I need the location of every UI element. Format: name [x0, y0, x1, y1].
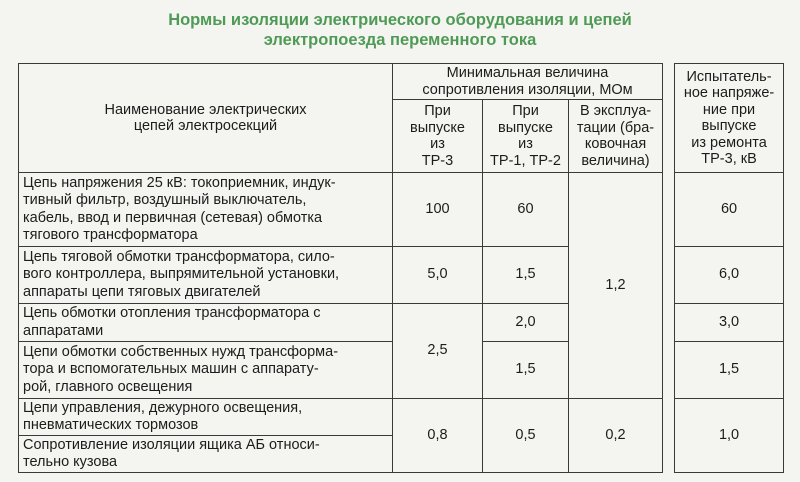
- header-test-voltage: [675, 64, 784, 173]
- row-text-line: Цепи обмотки собственных нужд трансформа-: [23, 343, 339, 360]
- header-tr3-line: При: [424, 103, 451, 119]
- header-tr12-line: выпуске: [498, 119, 553, 136]
- table-row-name: [19, 173, 393, 247]
- header-test-voltage-line: ТР-3, кВ: [701, 151, 757, 167]
- header-min-resistance-line-2: сопротивления изоляции, МОм: [422, 81, 633, 98]
- operation-value: 1,2: [569, 173, 663, 399]
- row-text-line: тивный фильтр, воздушный выключатель,: [23, 192, 307, 208]
- row-text-line: Сопротивление изоляции ящика АБ относи-: [23, 436, 320, 453]
- header-operation-line: ковочная: [584, 136, 647, 152]
- tr3-value: 2,5: [393, 304, 483, 399]
- row-text-line: тора и вспомогательных машин с аппарату-: [23, 361, 319, 378]
- tr12-value: 1,5: [483, 247, 569, 304]
- row-text-line: аппаратами: [23, 322, 104, 339]
- row-text-line: Цепь напряжения 25 кВ: токоприемник, индук-: [23, 174, 336, 191]
- header-circuit-name-line-1: Наименование электрических: [104, 101, 307, 118]
- header-tr3-line: ТР-3: [421, 152, 454, 169]
- insulation-norms-table: [18, 63, 784, 473]
- header-operation-line: тации (бра-: [576, 119, 655, 136]
- table-row-name: [19, 399, 393, 436]
- header-test-voltage-line: выпуске: [701, 118, 757, 134]
- tr3-value: 5,0: [393, 247, 483, 304]
- header-operation-line: В эксплуа-: [579, 103, 652, 119]
- header-min-resistance: [393, 64, 663, 100]
- header-circuit-name-line-2: цепей электросекций: [133, 118, 278, 134]
- header-tr3-line: из: [430, 136, 445, 152]
- row-text-line: Цепь обмотки отопления трансформатора с: [23, 305, 321, 321]
- header-test-voltage-line: ние при: [702, 101, 756, 118]
- row-text-line: аппараты цепи тяговых двигателей: [23, 283, 261, 300]
- table-row-name: [19, 436, 393, 473]
- header-circuit-name: [19, 64, 393, 173]
- row-text-line: Цепь тяговой обмотки трансформатора, сило-: [23, 248, 335, 265]
- header-test-voltage-line: из ремонта: [691, 134, 767, 151]
- header-min-resistance-line-1: Минимальная величина: [446, 65, 609, 81]
- header-tr12-line: При: [512, 103, 539, 119]
- row-text-line: тягового трансформатора: [23, 227, 198, 243]
- header-in-operation: [569, 100, 663, 173]
- title-line-1: Нормы изоляции электрического оборудования и цепей: [168, 11, 632, 29]
- row-text-line: вого контроллера, выпрямительной установки,: [23, 266, 340, 283]
- table-row-name: [19, 304, 393, 342]
- row-text-line: рой, главного освещения: [23, 378, 193, 395]
- test-voltage-value: 60: [675, 173, 784, 247]
- tr12-value: 2,0: [483, 304, 569, 342]
- tr12-value: 1,5: [483, 342, 569, 399]
- title-line-2: электропоезда переменного тока: [263, 31, 537, 49]
- row-text-line: кабель, ввод и первичная (сетевая) обмотка: [23, 209, 323, 226]
- header-tr3-line: выпуске: [410, 119, 465, 136]
- tr12-value: 60: [483, 173, 569, 247]
- test-voltage-value: 1,0: [675, 399, 784, 473]
- header-test-voltage-line: ное напряже-: [683, 85, 775, 101]
- column-gap: [663, 64, 675, 473]
- header-test-voltage-line: Испытатель-: [686, 68, 772, 85]
- operation-value: 0,2: [569, 399, 663, 473]
- test-voltage-value: 3,0: [675, 304, 784, 342]
- page-title: [0, 10, 800, 50]
- header-tr12-release: [483, 100, 569, 173]
- table-row-name: [19, 247, 393, 304]
- tr3-value: 100: [393, 173, 483, 247]
- header-tr12-line: из: [518, 136, 533, 152]
- row-text-line: тельно кузова: [23, 454, 118, 470]
- test-voltage-value: 6,0: [675, 247, 784, 304]
- header-operation-line: величина): [581, 152, 650, 169]
- tr12-value: 0,5: [483, 399, 569, 473]
- table-row-name: [19, 342, 393, 399]
- row-text-line: пневматических тормозов: [23, 417, 199, 433]
- test-voltage-value: 1,5: [675, 342, 784, 399]
- tr3-value: 0,8: [393, 399, 483, 473]
- header-tr3-release: [393, 100, 483, 173]
- row-text-line: Цепи управления, дежурного освещения,: [23, 399, 303, 416]
- header-tr12-line: ТР-1, ТР-2: [490, 152, 561, 169]
